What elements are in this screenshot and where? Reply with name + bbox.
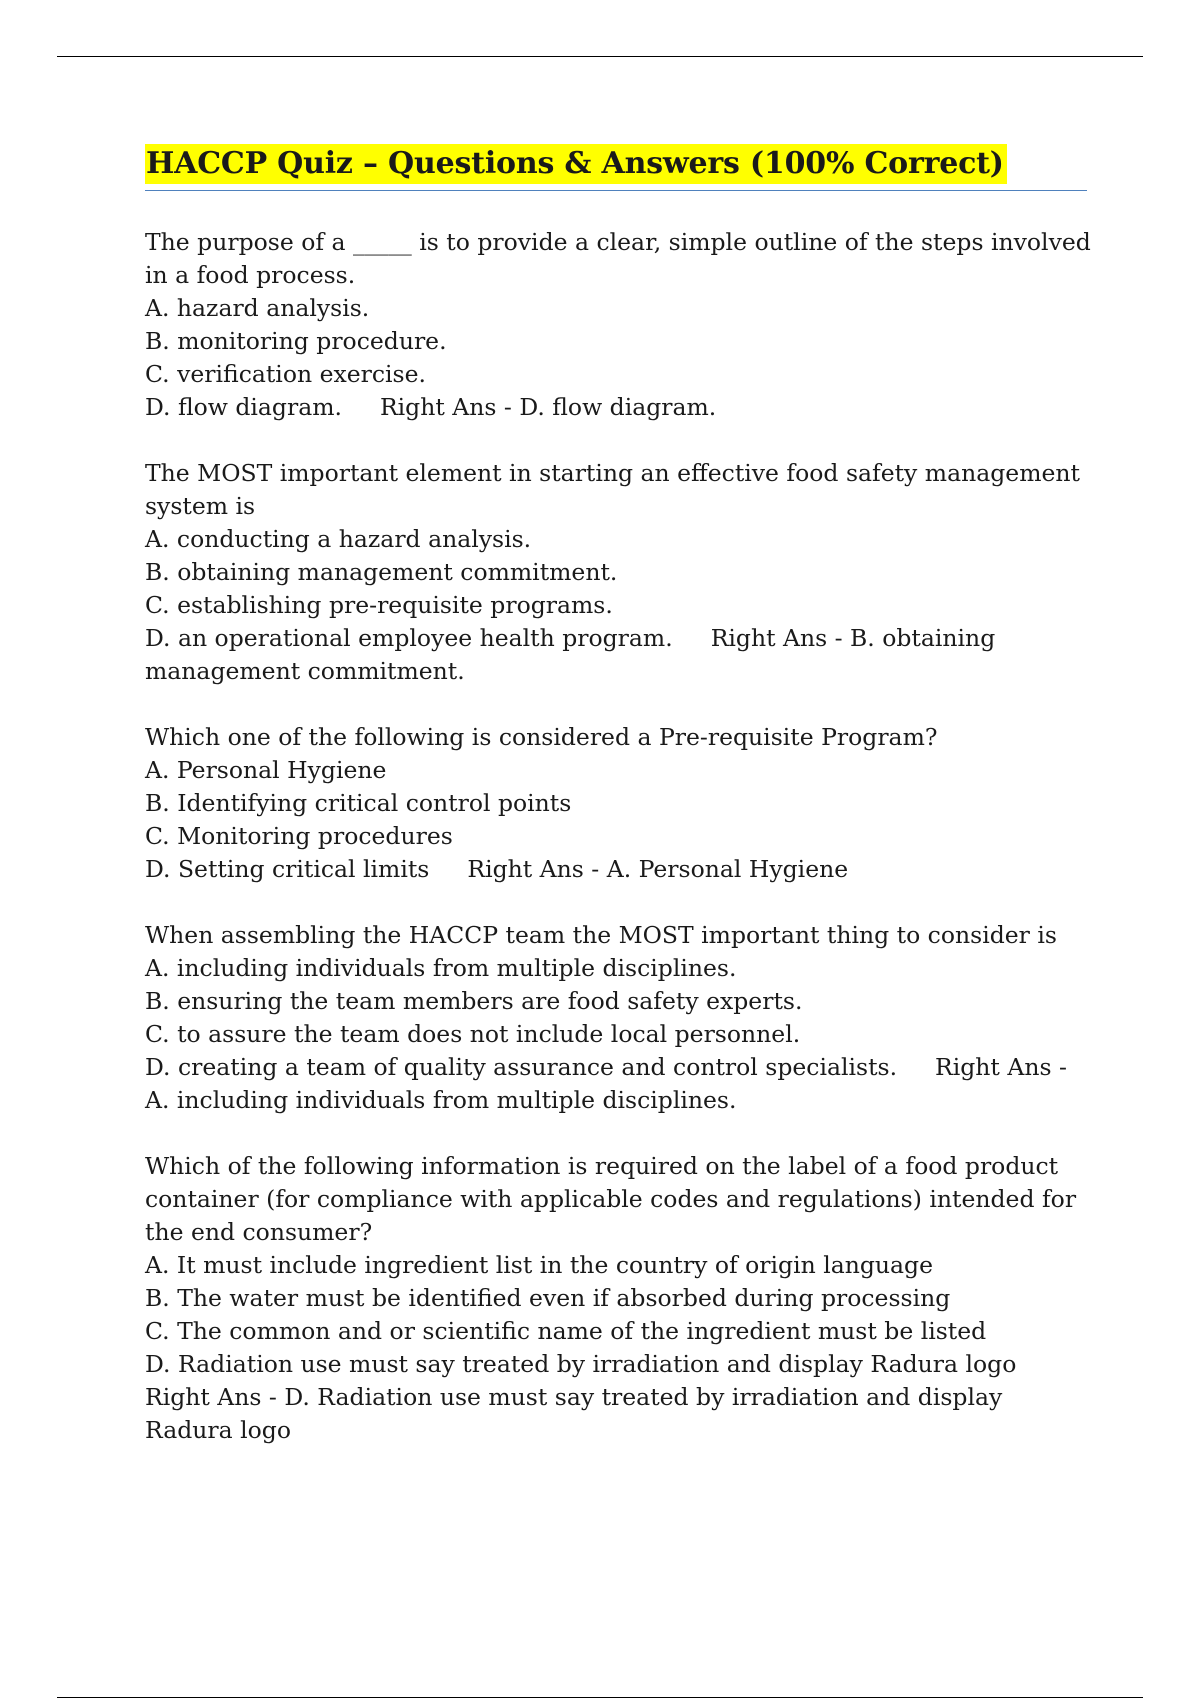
right-answer: Right Ans - D. flow diagram. [379,393,717,421]
option-b: B. obtaining management commitment. [145,558,618,586]
option-c: C. The common and or scientific name of the ingredient must be listed [145,1317,987,1345]
question-block [145,226,1095,424]
option-b: B. The water must be identified even if absorbed during processing [145,1284,951,1312]
option-c: C. verification exercise. [145,360,426,388]
quiz-content [145,226,1095,1480]
option-b: B. ensuring the team members are food safety experts. [145,987,803,1015]
option-d: D. an operational employee health program. [145,624,673,652]
question-text: Which one of the following is considered a Pre-requisite Program? [145,723,938,751]
option-c: C. establishing pre-requisite programs. [145,591,613,619]
question-block [145,457,1095,688]
page-bottom-rule [57,1697,1143,1698]
question-text: When assembling the HACCP team the MOST important thing to consider is [145,921,1057,949]
question-text: The purpose of a _____ is to provide a clear, simple outline of the steps involved in a food process. [145,228,1091,289]
option-d: D. flow diagram. [145,393,342,421]
option-d-with-answer [145,1051,1095,1117]
page-top-rule [57,56,1143,57]
right-answer: Right Ans - B. obtaining management commitment. [145,624,996,685]
option-a: A. It must include ingredient list in the country of origin language [145,1251,933,1279]
page-title: HACCP Quiz – Questions & Answers (100% Correct) [145,144,1007,184]
option-d: D. creating a team of quality assurance and control specialists. [145,1053,898,1081]
right-answer: Right Ans - D. Radiation use must say treated by irradiation and display Radura logo [145,1383,1003,1444]
option-a: A. including individuals from multiple disciplines. [145,954,737,982]
option-b: B. monitoring procedure. [145,327,447,355]
title-block [145,144,1087,191]
option-a: A. Personal Hygiene [145,756,387,784]
option-b: B. Identifying critical control points [145,789,572,817]
option-d-with-answer [145,853,1095,886]
option-d: D. Radiation use must say treated by irradiation and display Radura logo [145,1350,1017,1378]
right-answer: Right Ans - A. Personal Hygiene [467,855,849,883]
question-text: Which of the following information is required on the label of a food product container (for compliance with applicable codes and regulations) intended for the end consumer? [145,1152,1077,1246]
option-a: A. conducting a hazard analysis. [145,525,532,553]
option-c: C. to assure the team does not include local personnel. [145,1020,801,1048]
option-d-with-answer [145,622,1095,688]
option-d-with-answer [145,391,1095,424]
option-d: D. Setting critical limits [145,855,430,883]
right-answer: Right Ans - A. including individuals from multiple disciplines. [145,1053,1067,1114]
option-c: C. Monitoring procedures [145,822,453,850]
question-block [145,919,1095,1117]
question-text: The MOST important element in starting an effective food safety management system is [145,459,1080,520]
option-a: A. hazard analysis. [145,294,370,322]
question-block [145,721,1095,886]
question-block [145,1150,1095,1447]
